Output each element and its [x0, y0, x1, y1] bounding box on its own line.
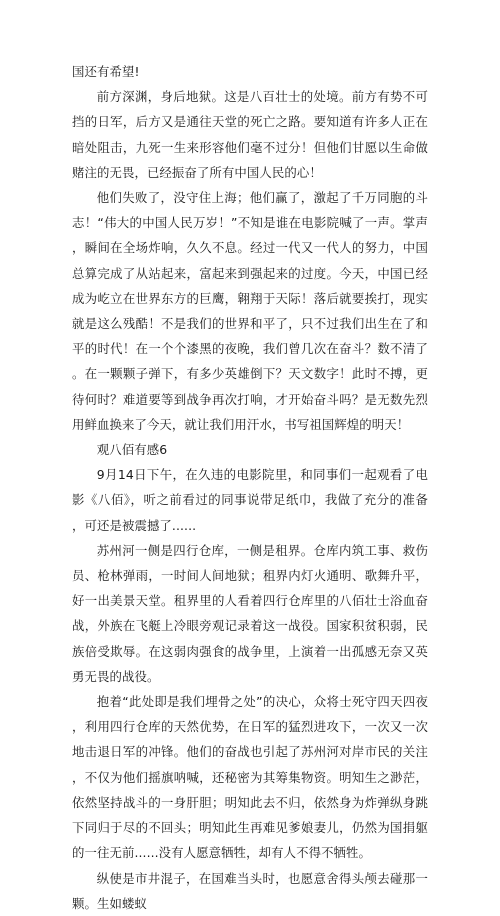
- paragraph-6: 抱着“此处即是我们埋骨之处”的决心，众将士死守四天四夜，利用四行仓库的天然优势，在日军的猛烈进攻下，一次又一次地击退日军的冲锋。他们的奋战也引起了苏州河对岸市民的关注，不仅为他们摇旗呐喊，还秘密为其筹集物资。明知生之渺茫，依然坚持战斗的一身肝胆；明知此去不归，依然身为炸弹纵身跳下同归于尽的不回头；明知此生再难见爹娘妻儿，仍然为国捐躯的一往无前......没有人愿意牺牲，却有人不得不牺牲。: [72, 694, 428, 861]
- paragraph-7: 纵使是市井混子，在国难当头时，也愿意舍得头颅去碰那一颗。生如蝼蚁: [72, 870, 428, 911]
- paragraph-5: 苏州河一侧是四行仓库，一侧是租界。仓库内筑工事、救伤员、枪林弹雨，一时间人间地狱；租界内灯火通明、歌舞升平，好一出美景天堂。租界里的人看着四行仓库里的八佰壮士浴血奋战，外族在飞艇上冷眼旁观记录着这一战役。国家积贫积弱，民族倍受欺辱。在这弱肉强食的战争里，上演着一出孤感无奈又英勇无畏的战役。: [72, 542, 428, 684]
- paragraph-3: 他们失败了，没守住上海；他们赢了，激起了千万同胞的斗志！“伟大的中国人民万岁！”不知是谁在电影院喊了一声。掌声，瞬间在全场炸响，久久不息。经过一代又一代人的努力，中国总算完成了从站起来，富起来到强起来的过度。今天，中国已经成为屹立在世界东方的巨鹰，翱翔于天际！落后就要挨打，现实就是这么残酷！不是我们的世界和平了，只不过我们出生在了和平的时代！在一个个漆黑的夜晚，我们曾几次在奋斗？数不清了。在一颗颗子弹下，有多少英雄倒下？天文数字！此时不搏，更待何时？难道要等到战争再次打响，才开始奋斗吗？是无数先烈用鲜血换来了今天，就让我们用汗水，书写祖国辉煌的明天！: [72, 190, 428, 432]
- section-heading: 观八佰有感6: [96, 442, 168, 458]
- paragraph-1: 国还有希望!: [72, 64, 140, 79]
- paragraph-2: 前方深渊，身后地狱。这是八百壮士的处境。前方有势不可挡的日军，后方又是通往天堂的死亡之路。要知道有许多人正在暗处阻击，九死一生来形容他们毫不过分！但他们甘愿以生命做赌注的无畏，已经振奋了所有中国人民的心！: [72, 89, 428, 180]
- paragraph-4: 9月14日下午，在久违的电影院里，和同事们一起观看了电影《八佰》，听之前看过的同事说带足纸巾，我做了充分的准备，可还是被震撼了......: [72, 467, 428, 533]
